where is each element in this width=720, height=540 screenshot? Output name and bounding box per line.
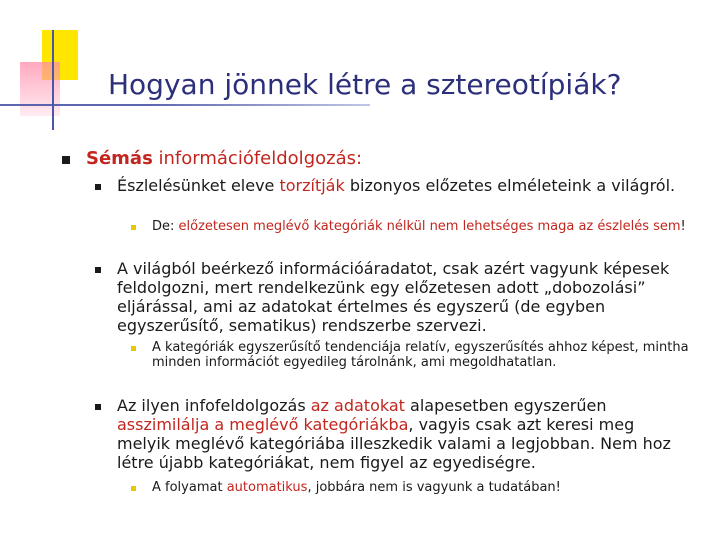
subpoint-3 xyxy=(152,480,692,495)
point-3-text-e: , vagyis csak azt keresi meg melyik meglévő kategóriába illeszkedik valami a legjobban. Nem hoz létre újabb kategóriákat, nem figyel az egyediségre. xyxy=(117,415,671,472)
point-3-text-c: alapesetben egyszerűen xyxy=(404,396,607,415)
subpoint-3-text-c: , jobbára nem is vagyunk a tudatában! xyxy=(307,480,561,495)
subpoint-3-text-a: A folyamat xyxy=(152,480,227,495)
point-3-highlight-1: az adatokat xyxy=(310,396,405,415)
bullet-level2 xyxy=(95,404,101,410)
bullet-level3 xyxy=(131,225,136,230)
point-3-text-a: Az ilyen infofeldolgozás xyxy=(117,396,311,415)
point-1-text-c: bizonyos előzetes elméleteink a világról. xyxy=(344,176,676,195)
bullet-level1 xyxy=(62,156,70,164)
subpoint-1-highlight: előzetesen meglévő kategóriák nélkül nem lehetséges maga az észlelés sem xyxy=(178,219,681,234)
bullet-level2 xyxy=(95,184,101,190)
bullet-level3 xyxy=(131,486,136,491)
decor-pink-square xyxy=(20,62,60,116)
main-point-bold: Sémás xyxy=(86,148,153,169)
bullet-level3 xyxy=(131,346,136,351)
point-2: A világból beérkező információáradatot, csak azért vagyunk képesek feldolgozni, mert rendelkezünk egy előzetesen adott „dobozolási” eljárással, ami az adatokat értelmes és egyszerű (de egyben egyszerűsítő, sematikus) rendszerbe szervezi. xyxy=(117,259,670,335)
point-3-highlight-2: asszimilálja a meglévő kategóriákba xyxy=(117,415,409,434)
bullet-level2 xyxy=(95,267,101,273)
subpoint-2: A kategóriák egyszerűsítő tendenciája relatív, egyszerűsítés ahhoz képest, mintha minden információt egyedileg tárolnánk, ami megoldhatatlan. xyxy=(152,340,689,370)
main-point xyxy=(86,148,686,169)
point-3 xyxy=(117,396,692,472)
subpoint-1-text-a: De: xyxy=(152,219,179,234)
decor-vertical-line xyxy=(52,30,54,130)
subpoint-3-highlight: automatikus xyxy=(226,480,308,495)
point-1-highlight: torzítják xyxy=(279,176,345,195)
slide-title: Hogyan jönnek létre a sztereotípiák? xyxy=(108,68,622,101)
subpoint-1 xyxy=(152,219,692,234)
main-point-rest: információfeldolgozás: xyxy=(152,148,363,169)
point-1-text-a: Észlelésünket eleve xyxy=(117,176,280,195)
subpoint-1-text-c: ! xyxy=(680,219,686,234)
point-1 xyxy=(117,176,677,195)
decor-horizontal-line xyxy=(0,104,370,106)
